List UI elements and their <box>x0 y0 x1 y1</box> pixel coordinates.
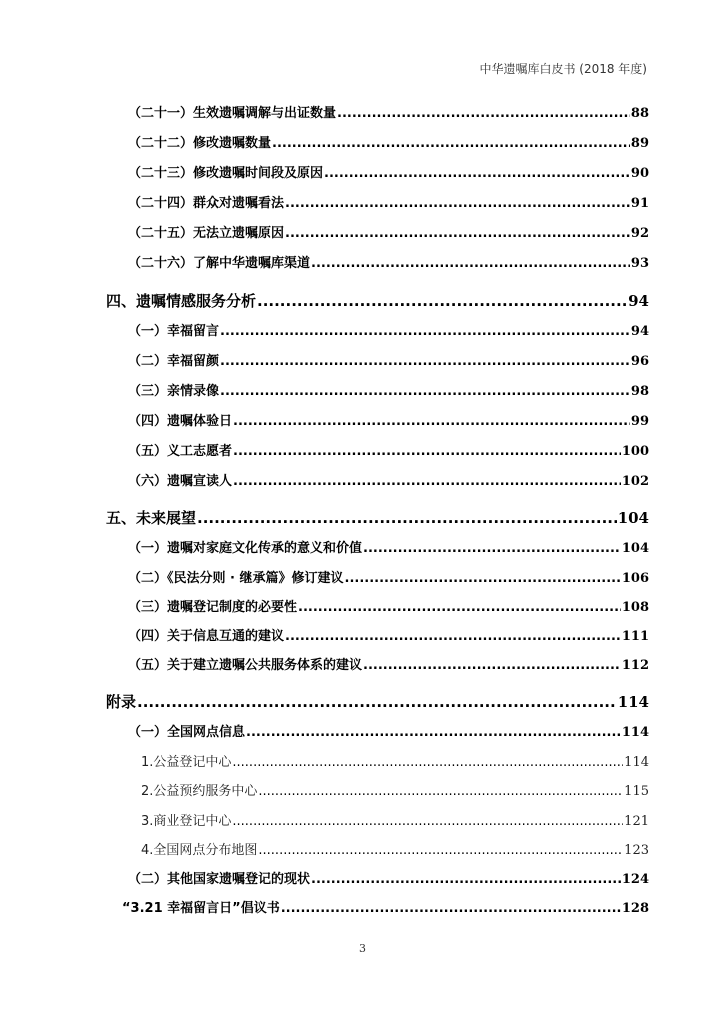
toc-entry-page: 121 <box>624 814 649 829</box>
toc-entry[interactable] <box>128 721 649 740</box>
toc-subentry[interactable] <box>141 810 649 829</box>
dot-leader <box>345 571 621 586</box>
toc-entry-page: 92 <box>630 226 649 241</box>
toc-entry-label: （一）全国网点信息 <box>128 725 246 740</box>
toc-entry[interactable] <box>128 320 649 339</box>
dot-leader <box>272 136 630 151</box>
toc-entry-label: （二）其他国家遗嘱登记的现状 <box>128 872 311 887</box>
toc-entry-label: （三）遗嘱登记制度的必要性 <box>128 600 298 615</box>
toc-entry-label: （五）关于建立遗嘱公共服务体系的建议 <box>128 658 363 673</box>
toc-entry-label: （二十一）生效遗嘱调解与出证数量 <box>128 106 337 121</box>
toc-entry[interactable] <box>128 380 649 399</box>
toc-entry[interactable] <box>128 868 649 887</box>
dot-leader <box>197 509 617 527</box>
toc-entry-label: （六）遗嘱宣读人 <box>128 474 233 489</box>
toc-entry-page: 91 <box>630 196 649 211</box>
dot-leader <box>233 414 630 429</box>
toc-entry-page: 89 <box>630 136 649 151</box>
toc-subentry[interactable] <box>141 839 649 858</box>
dot-leader <box>233 444 621 459</box>
toc-entry-page: 94 <box>628 292 649 310</box>
toc-entry-label: 3.商业登记中心 <box>141 814 232 829</box>
toc-entry-page: 114 <box>621 725 649 740</box>
dot-leader <box>137 693 617 711</box>
toc-entry[interactable] <box>128 440 649 459</box>
toc-entry-page: 115 <box>624 784 649 799</box>
toc-entry[interactable] <box>128 625 649 644</box>
toc-entry-label: （二）幸福留颜 <box>128 354 220 369</box>
toc-entry-label: （四）关于信息互通的建议 <box>128 629 285 644</box>
toc-entry-page: 102 <box>621 474 649 489</box>
toc-entry[interactable] <box>128 222 649 241</box>
toc-entry-page: 94 <box>630 324 649 339</box>
toc-entry-label: （一）幸福留言 <box>128 324 220 339</box>
toc-entry[interactable] <box>128 410 649 429</box>
toc-entry-label: （二十五）无法立遗嘱原因 <box>128 226 285 241</box>
dot-leader <box>285 226 630 241</box>
dot-leader <box>233 474 621 489</box>
dot-leader <box>285 196 630 211</box>
toc-entry[interactable] <box>128 537 649 556</box>
toc-entry-label: （二十六）了解中华遗嘱库渠道 <box>128 256 311 271</box>
toc-entry-page: 88 <box>630 106 649 121</box>
toc-entry-label: （二十二）修改遗嘱数量 <box>128 136 272 151</box>
toc-entry-page: 100 <box>621 444 649 459</box>
toc-entry[interactable] <box>128 162 649 181</box>
toc-entry-page: 96 <box>630 354 649 369</box>
toc-section-entry[interactable] <box>106 507 649 528</box>
dot-leader <box>337 106 630 121</box>
toc-entry-page: 99 <box>630 414 649 429</box>
toc-entry-label: （一）遗嘱对家庭文化传承的意义和价值 <box>128 541 363 556</box>
dot-leader <box>232 755 623 770</box>
toc-entry-page: 93 <box>630 256 649 271</box>
toc-entry-label: 2.公益预约服务中心 <box>141 784 258 799</box>
toc-entry-label: 四、遗嘱情感服务分析 <box>106 292 257 310</box>
dot-leader <box>324 166 630 181</box>
toc-entry[interactable] <box>128 470 649 489</box>
dot-leader <box>285 629 621 644</box>
toc-entry-page: 123 <box>624 843 649 858</box>
dot-leader <box>220 384 630 399</box>
toc-entry[interactable] <box>128 132 649 151</box>
toc-entry-label: （二十四）群众对遗嘱看法 <box>128 196 285 211</box>
toc-entry-label: 附录 <box>106 693 137 711</box>
toc-entry[interactable] <box>128 252 649 271</box>
toc-section-entry[interactable] <box>106 290 649 311</box>
toc-entry[interactable] <box>128 654 649 673</box>
toc-entry-page: 108 <box>621 600 649 615</box>
toc-entry-label: （三）亲情录像 <box>128 384 220 399</box>
toc-entry[interactable] <box>128 350 649 369</box>
toc-entry-page: 128 <box>621 901 649 916</box>
toc-entry-page: 104 <box>621 541 649 556</box>
toc-entry-label: 五、未来展望 <box>106 509 197 527</box>
dot-leader <box>363 658 621 673</box>
dot-leader <box>311 872 621 887</box>
dot-leader <box>258 784 623 799</box>
toc-entry[interactable] <box>122 897 649 916</box>
dot-leader <box>281 901 621 916</box>
dot-leader <box>257 292 627 310</box>
toc-entry-label: （二十三）修改遗嘱时间段及原因 <box>128 166 324 181</box>
toc-entry-label: （五）义工志愿者 <box>128 444 233 459</box>
toc-entry-label: 1.公益登记中心 <box>141 755 232 770</box>
dot-leader <box>298 600 621 615</box>
toc-entry-page: 90 <box>630 166 649 181</box>
dot-leader <box>311 256 630 271</box>
dot-leader <box>258 843 623 858</box>
toc-entry-page: 111 <box>621 629 649 644</box>
dot-leader <box>220 324 630 339</box>
toc-entry-page: 114 <box>624 755 649 770</box>
toc-entry-page: 104 <box>617 509 649 527</box>
toc-subentry[interactable] <box>141 780 649 799</box>
toc-section-entry[interactable] <box>106 691 649 712</box>
toc-entry-page: 106 <box>621 571 649 586</box>
dot-leader <box>363 541 621 556</box>
toc-entry[interactable] <box>128 567 649 586</box>
dot-leader <box>246 725 621 740</box>
toc-entry-label: （二）《民法分则 · 继承篇》修订建议 <box>128 571 344 586</box>
toc-entry-label: “3.21 幸福留言日”倡议书 <box>122 901 280 916</box>
running-header: 中华遗嘱库白皮书 (2018 年度) <box>479 62 647 76</box>
dot-leader <box>220 354 630 369</box>
toc-entry-page: 112 <box>621 658 649 673</box>
toc-entry-label: （四）遗嘱体验日 <box>128 414 233 429</box>
toc-entry[interactable] <box>128 192 649 211</box>
toc-entry-page: 114 <box>617 693 649 711</box>
toc-entry[interactable] <box>128 596 649 615</box>
dot-leader <box>232 814 623 829</box>
toc-entry-label: 4.全国网点分布地图 <box>141 843 258 858</box>
toc-entry-page: 98 <box>630 384 649 399</box>
toc-entry[interactable] <box>128 102 649 121</box>
toc-entry-page: 124 <box>621 872 649 887</box>
toc-subentry[interactable] <box>141 751 649 770</box>
page-number: 3 <box>359 942 366 955</box>
